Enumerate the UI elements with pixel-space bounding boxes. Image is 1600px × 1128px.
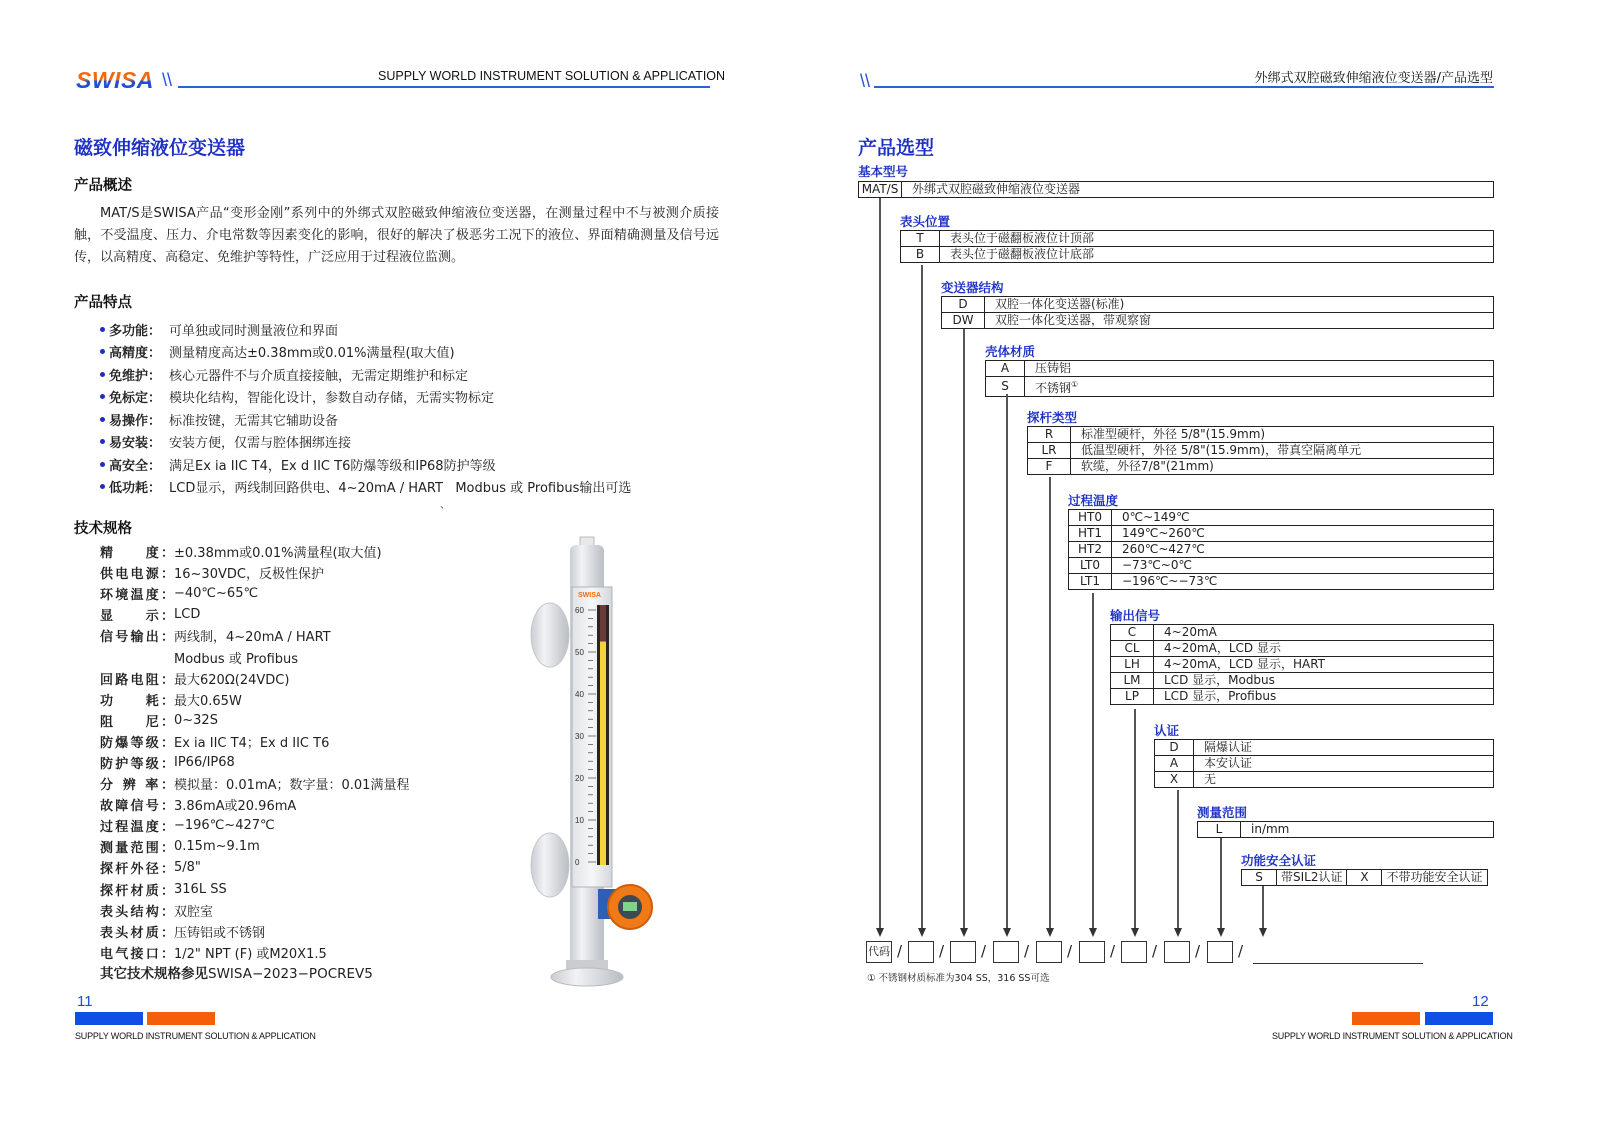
selector-table bbox=[858, 181, 1494, 198]
option-code: L bbox=[1198, 822, 1241, 838]
spec-key: 分 辨 率： bbox=[100, 778, 174, 794]
spec-value: 3.86mA或20.96mA bbox=[174, 799, 297, 815]
arrow-down-icon bbox=[1259, 928, 1267, 937]
feature-key: 高精度： bbox=[109, 346, 162, 362]
option-code: B bbox=[901, 247, 940, 263]
option-desc bbox=[1112, 526, 1494, 542]
connector-line bbox=[1006, 394, 1008, 929]
header-rule bbox=[178, 86, 710, 88]
bullet-icon bbox=[100, 349, 105, 354]
spec-value: IP66/IP68 bbox=[174, 754, 235, 770]
scale-label: 30 bbox=[575, 732, 584, 741]
code-input-slot[interactable] bbox=[950, 941, 976, 963]
selector-option[interactable] bbox=[942, 313, 1494, 329]
spec-row bbox=[100, 900, 409, 921]
stray-mark: 、 bbox=[440, 500, 450, 511]
option-code: LH bbox=[1111, 657, 1154, 673]
spec-value: 压铸铝或不锈钢 bbox=[174, 925, 266, 941]
header-breadcrumb: 外绑式双腔磁致伸缩液位变送器/产品选型 bbox=[1254, 71, 1493, 86]
option-desc bbox=[1194, 740, 1494, 756]
spec-row bbox=[100, 773, 409, 794]
code-input-slot[interactable] bbox=[1164, 941, 1190, 963]
option-desc-text: 隔爆认证 bbox=[1204, 740, 1253, 754]
spec-value: 两线制，4~20mA / HART bbox=[174, 630, 331, 646]
spec-row bbox=[100, 646, 409, 667]
option-desc bbox=[1071, 443, 1494, 459]
option-desc-text: 外绑式双腔磁致伸缩液位变送器 bbox=[912, 182, 1081, 196]
bullet-icon bbox=[100, 327, 105, 332]
feature-value: 核心元器件不与介质直接接触，无需定期维护和标定 bbox=[169, 368, 469, 384]
specs-footer-code: SWISA−2023−POCREV5 bbox=[208, 966, 373, 982]
feature-value: 标准按键，无需其它辅助设备 bbox=[169, 413, 339, 429]
feature-key: 高安全： bbox=[109, 458, 162, 474]
selector-table bbox=[1197, 821, 1494, 838]
option-desc-text: 4~20mA，LCD 显示，HART bbox=[1164, 657, 1326, 671]
upper-flange bbox=[531, 603, 569, 667]
arrow-down-icon bbox=[1003, 928, 1011, 937]
spec-row bbox=[100, 836, 409, 857]
option-code: MAT/S bbox=[859, 182, 902, 198]
option-desc-text: 表头位于磁翻板液位计顶部 bbox=[950, 231, 1095, 245]
swisa-logo bbox=[76, 68, 154, 92]
selector-group-title: 测量范围 bbox=[1197, 805, 1248, 820]
option-desc-text: 双腔一体化变送器(标准) bbox=[995, 297, 1125, 311]
arrow-down-icon bbox=[876, 928, 884, 937]
spec-value: 0~32S bbox=[174, 712, 218, 728]
option-desc-text: 260℃~427℃ bbox=[1122, 542, 1205, 556]
selector-option[interactable] bbox=[1069, 510, 1494, 526]
spec-key: 表头结构： bbox=[100, 904, 174, 920]
option-code: LM bbox=[1111, 673, 1154, 689]
spec-key: 信号输出： bbox=[100, 630, 174, 646]
spec-key: 供电电源： bbox=[100, 567, 174, 583]
selector-table bbox=[985, 360, 1494, 397]
feature-item bbox=[100, 408, 631, 431]
specs-heading: 技术规格 bbox=[74, 521, 132, 537]
spec-row bbox=[100, 689, 409, 710]
selector-option[interactable] bbox=[1155, 740, 1494, 756]
option-code: A bbox=[1155, 756, 1194, 772]
code-separator: / bbox=[1067, 942, 1073, 960]
selector-option[interactable] bbox=[986, 377, 1494, 397]
spec-key: 过程温度： bbox=[100, 820, 174, 836]
page-title: 产品选型 bbox=[858, 137, 935, 159]
code-input-slot[interactable] bbox=[1036, 941, 1062, 963]
selector-option[interactable] bbox=[1111, 657, 1494, 673]
arrow-down-icon bbox=[918, 928, 926, 937]
footer-tagline: SUPPLY WORLD INSTRUMENT SOLUTION & APPLICATION bbox=[1272, 1031, 1513, 1041]
code-separator: / bbox=[897, 942, 903, 960]
spec-row bbox=[100, 794, 409, 815]
selector-group-title: 变送器结构 bbox=[941, 280, 1004, 295]
spec-row bbox=[100, 710, 409, 731]
bullet-icon bbox=[100, 372, 105, 377]
option-desc-text: 标准型硬杆，外径 5/8"(15.9mm) bbox=[1081, 427, 1266, 441]
spec-row bbox=[100, 562, 409, 583]
option-desc-text: 低温型硬杆，外径 5/8"(15.9mm)，带真空隔离单元 bbox=[1081, 443, 1362, 457]
code-separator: / bbox=[1238, 942, 1244, 960]
logo-text: SWISA bbox=[76, 67, 154, 93]
page-number: 11 bbox=[77, 993, 93, 1010]
spec-key: 防护等级： bbox=[100, 756, 174, 772]
arrow-down-icon bbox=[1174, 928, 1182, 937]
bullet-icon bbox=[100, 484, 105, 489]
spec-key: 环境温度： bbox=[100, 588, 174, 604]
selector-option[interactable] bbox=[1069, 574, 1494, 590]
code-suffix-line[interactable] bbox=[1253, 963, 1423, 964]
spec-key: 防爆等级： bbox=[100, 735, 174, 751]
option-code: R bbox=[1028, 427, 1071, 443]
option-desc-text: 149℃~260℃ bbox=[1122, 526, 1205, 540]
spec-value: 最大0.65W bbox=[174, 693, 242, 709]
code-input-slot[interactable] bbox=[908, 941, 934, 963]
option-desc-text: 不锈钢 bbox=[1035, 381, 1072, 395]
lcd-display bbox=[623, 902, 637, 911]
option-desc bbox=[1194, 772, 1494, 788]
spec-value: Ex ia IIC T4；Ex d IIC T6 bbox=[174, 735, 330, 751]
bullet-icon bbox=[100, 462, 105, 467]
selector-option[interactable] bbox=[859, 182, 1494, 198]
scale-label: 20 bbox=[575, 774, 584, 783]
selector-option[interactable] bbox=[1028, 427, 1494, 443]
option-desc-text: 本安认证 bbox=[1204, 756, 1253, 770]
option-desc-text: 表头位于磁翻板液位计底部 bbox=[950, 247, 1095, 261]
arrow-down-icon bbox=[1217, 928, 1225, 937]
spec-row bbox=[100, 668, 409, 689]
feature-item bbox=[100, 318, 631, 341]
footnote: ① 不锈钢材质标准为304 SS，316 SS可选 bbox=[867, 973, 1050, 984]
selector-group-title: 表头位置 bbox=[900, 214, 951, 229]
spec-key: 探杆外径： bbox=[100, 862, 174, 878]
scale-label: 50 bbox=[575, 648, 584, 657]
code-separator: / bbox=[1195, 942, 1201, 960]
selector-option[interactable] bbox=[1028, 443, 1494, 459]
spec-value: 16~30VDC，反极性保护 bbox=[174, 567, 324, 583]
footer-bar-orange bbox=[1352, 1012, 1420, 1025]
spec-row bbox=[100, 583, 409, 604]
selector-table bbox=[1110, 624, 1494, 705]
selector-table bbox=[900, 230, 1494, 263]
selector-option[interactable] bbox=[942, 297, 1494, 313]
product-image bbox=[530, 535, 680, 990]
level-empty bbox=[600, 605, 606, 641]
top-housing bbox=[570, 545, 604, 590]
scale-label: 0 bbox=[575, 858, 580, 867]
feature-item bbox=[100, 386, 631, 409]
option-desc bbox=[1154, 689, 1494, 705]
code-separator: / bbox=[1110, 942, 1116, 960]
feature-item bbox=[100, 341, 631, 364]
option-desc bbox=[1112, 558, 1494, 574]
option-desc bbox=[1154, 641, 1494, 657]
selector-group-title: 基本型号 bbox=[858, 164, 909, 179]
spec-row bbox=[100, 942, 409, 963]
code-input-slot[interactable] bbox=[1207, 941, 1233, 963]
spec-key: 表头材质： bbox=[100, 925, 174, 941]
spec-key: 显 示： bbox=[100, 609, 174, 625]
spec-row bbox=[100, 879, 409, 900]
feature-item bbox=[100, 453, 631, 476]
selector-option[interactable] bbox=[1069, 558, 1494, 574]
feature-key: 免维护： bbox=[109, 368, 162, 384]
code-input-slot[interactable] bbox=[993, 941, 1019, 963]
connector-line bbox=[1262, 886, 1264, 929]
spec-key: 探杆材质： bbox=[100, 883, 174, 899]
selector-table bbox=[1241, 869, 1488, 886]
spec-value: −196℃~427℃ bbox=[174, 818, 275, 834]
footnote-marker: ① bbox=[1071, 380, 1079, 389]
spec-row bbox=[100, 731, 409, 752]
option-desc-text: 4~20mA bbox=[1164, 625, 1217, 639]
selector-group-title: 功能安全认证 bbox=[1241, 853, 1317, 868]
option-desc bbox=[902, 182, 1494, 198]
code-label-box: 代码 bbox=[866, 941, 892, 963]
spec-key: 故障信号： bbox=[100, 799, 174, 815]
code-separator: / bbox=[1152, 942, 1158, 960]
option-desc-text: −73℃~0℃ bbox=[1122, 558, 1192, 572]
option-code: HT1 bbox=[1069, 526, 1112, 542]
footer-bar-blue bbox=[1425, 1012, 1493, 1025]
connector-line bbox=[921, 265, 923, 929]
code-input-slot[interactable] bbox=[1079, 941, 1105, 963]
spec-key: 测量范围： bbox=[100, 841, 174, 857]
header-slashes: \\ bbox=[162, 70, 173, 90]
spec-value: 模拟量：0.01mA；数字量：0.01满量程 bbox=[174, 778, 410, 794]
selector-group-title: 过程温度 bbox=[1068, 493, 1119, 508]
arrow-down-icon bbox=[1046, 928, 1054, 937]
spec-row bbox=[100, 921, 409, 942]
scale-label: 60 bbox=[575, 606, 584, 615]
selector-table bbox=[1027, 426, 1494, 475]
option-desc[interactable]: 不带功能安全认证 bbox=[1382, 870, 1487, 886]
connector-line bbox=[1177, 790, 1179, 929]
spec-value: 316L SS bbox=[174, 881, 227, 897]
selector-table bbox=[941, 296, 1494, 329]
option-code: LP bbox=[1111, 689, 1154, 705]
spec-row bbox=[100, 625, 409, 646]
feature-item bbox=[100, 476, 631, 499]
option-desc bbox=[940, 231, 1494, 247]
spec-value: Modbus 或 Profibus bbox=[174, 651, 299, 667]
feature-key: 易操作： bbox=[109, 413, 162, 429]
option-desc bbox=[1154, 625, 1494, 641]
selector-option[interactable] bbox=[901, 247, 1494, 263]
option-code: DW bbox=[942, 313, 985, 329]
spec-value: 1/2" NPT (F) 或M20X1.5 bbox=[174, 946, 327, 962]
connector-line bbox=[1134, 709, 1136, 929]
option-code: LT1 bbox=[1069, 574, 1112, 590]
panel-brand: SWISA bbox=[578, 592, 601, 599]
option-code[interactable]: S bbox=[1242, 870, 1277, 886]
selector-option[interactable] bbox=[1155, 756, 1494, 772]
page-right bbox=[800, 0, 1600, 1128]
selector-option[interactable] bbox=[1069, 526, 1494, 542]
spec-row bbox=[100, 815, 409, 836]
option-code: HT2 bbox=[1069, 542, 1112, 558]
option-code: D bbox=[942, 297, 985, 313]
feature-item bbox=[100, 431, 631, 454]
feature-key: 免标定： bbox=[109, 391, 162, 407]
option-code: T bbox=[901, 231, 940, 247]
spec-key: 阻 尼： bbox=[100, 714, 174, 730]
connector-line bbox=[1049, 477, 1051, 929]
selector-group-title: 输出信号 bbox=[1110, 608, 1161, 623]
option-code: X bbox=[1155, 772, 1194, 788]
spec-row bbox=[100, 752, 409, 773]
feature-value: 测量精度高达±0.38mm或0.01%满量程(取大值) bbox=[169, 346, 455, 362]
spec-value: 0.15m~9.1m bbox=[174, 839, 260, 855]
connector-line bbox=[963, 329, 965, 929]
spec-value: 最大620Ω(24VDC) bbox=[174, 672, 290, 688]
option-desc bbox=[1025, 361, 1494, 377]
option-code: LT0 bbox=[1069, 558, 1112, 574]
selector-option[interactable] bbox=[1198, 822, 1494, 838]
footer-bar-blue bbox=[75, 1012, 143, 1025]
spec-value: 双腔室 bbox=[174, 904, 214, 920]
arrow-down-icon bbox=[1089, 928, 1097, 937]
option-code: C bbox=[1111, 625, 1154, 641]
connector-line bbox=[1220, 838, 1222, 929]
header-rule bbox=[874, 86, 1494, 88]
feature-value: 模块化结构，智能化设计，参数自动存储，无需实物标定 bbox=[169, 391, 495, 407]
code-separator: / bbox=[939, 942, 945, 960]
bullet-icon bbox=[100, 394, 105, 399]
spec-row bbox=[100, 541, 409, 562]
option-desc-text: 软缆，外径7/8"(21mm) bbox=[1081, 459, 1214, 473]
option-desc-text: 压铸铝 bbox=[1035, 361, 1072, 375]
feature-key: 低功耗： bbox=[109, 481, 162, 497]
lower-flange bbox=[531, 833, 569, 897]
option-code: D bbox=[1155, 740, 1194, 756]
option-desc bbox=[1112, 510, 1494, 526]
feature-key: 多功能： bbox=[109, 323, 162, 339]
header-tagline: SUPPLY WORLD INSTRUMENT SOLUTION & APPLICATION bbox=[378, 69, 726, 83]
selector-group-title: 壳体材质 bbox=[985, 344, 1036, 359]
option-desc bbox=[1241, 822, 1494, 838]
arrow-down-icon bbox=[960, 928, 968, 937]
features-list bbox=[100, 318, 631, 498]
option-code: HT0 bbox=[1069, 510, 1112, 526]
selector-option[interactable] bbox=[1111, 641, 1494, 657]
option-desc-text: LCD 显示，Profibus bbox=[1164, 689, 1277, 703]
scale-label: 40 bbox=[575, 690, 584, 699]
option-desc bbox=[1154, 657, 1494, 673]
feature-key: 易安装： bbox=[109, 436, 162, 452]
spec-value: −40℃~65℃ bbox=[174, 586, 259, 602]
option-code: CL bbox=[1111, 641, 1154, 657]
connector-line bbox=[879, 198, 881, 929]
spec-key: 功 耗： bbox=[100, 693, 174, 709]
option-code: A bbox=[986, 361, 1025, 377]
selector-option[interactable] bbox=[1069, 542, 1494, 558]
selector-option[interactable] bbox=[1028, 459, 1494, 475]
option-desc bbox=[1154, 673, 1494, 689]
option-code[interactable]: X bbox=[1347, 870, 1382, 886]
bullet-icon bbox=[100, 439, 105, 444]
option-desc-text: 无 bbox=[1204, 772, 1217, 786]
spec-value: 5/8" bbox=[174, 860, 201, 876]
feature-value: 满足Ex ia IIC T4，Ex d IIC T6防爆等级和IP68防护等级 bbox=[169, 458, 496, 474]
selector-option[interactable] bbox=[1111, 673, 1494, 689]
overview-text: MAT/S是SWISA产品“变形金刚”系列中的外绑式双腔磁致伸缩液位变送器，在测量过程中不与被测介质接触，不受温度、压力、介电常数等因素变化的影响，很好的解决了极恶劣工况下的液位、界面精确测量及信号远传，以高精度、高稳定、免维护等特性，广泛应用于过程液位监测。 bbox=[74, 206, 719, 265]
spec-key: 电气接口： bbox=[100, 946, 174, 962]
option-desc bbox=[1112, 542, 1494, 558]
option-code: F bbox=[1028, 459, 1071, 475]
option-desc bbox=[1071, 459, 1494, 475]
selector-inline-row bbox=[1242, 870, 1488, 886]
spec-value: LCD bbox=[174, 607, 201, 623]
option-desc bbox=[940, 247, 1494, 263]
specs-footer-prefix: 其它技术规格参见 bbox=[100, 966, 208, 982]
connector-line bbox=[1092, 593, 1094, 929]
code-input-slot[interactable] bbox=[1121, 941, 1147, 963]
option-desc[interactable]: 带SIL2认证 bbox=[1277, 870, 1347, 886]
bullet-icon bbox=[100, 417, 105, 422]
option-desc bbox=[1071, 427, 1494, 443]
spec-value: ±0.38mm或0.01%满量程(取大值) bbox=[174, 546, 382, 562]
level-indicator bbox=[600, 641, 606, 865]
specs-footer bbox=[100, 962, 373, 982]
option-desc-text: in/mm bbox=[1251, 822, 1290, 836]
page-number: 12 bbox=[1472, 993, 1489, 1010]
code-separator: / bbox=[981, 942, 987, 960]
selector-group-title: 探杆类型 bbox=[1027, 410, 1078, 425]
option-desc-text: 0℃~149℃ bbox=[1122, 510, 1190, 524]
option-code: S bbox=[986, 377, 1025, 397]
selector-option[interactable] bbox=[1111, 689, 1494, 705]
header-slashes: \\ bbox=[860, 71, 871, 91]
selector-option[interactable] bbox=[986, 361, 1494, 377]
footer-tagline: SUPPLY WORLD INSTRUMENT SOLUTION & APPLICATION bbox=[75, 1031, 316, 1041]
selector-group-title: 认证 bbox=[1154, 723, 1180, 738]
overview-heading: 产品概述 bbox=[74, 178, 132, 194]
page-title: 磁致伸缩液位变送器 bbox=[74, 137, 246, 159]
arrow-down-icon bbox=[1131, 928, 1139, 937]
bottom-flange bbox=[551, 968, 623, 986]
feature-value: 可单独或同时测量液位和界面 bbox=[169, 323, 339, 339]
spec-key: 精 度： bbox=[100, 546, 174, 562]
selector-option[interactable] bbox=[1155, 772, 1494, 788]
feature-value: LCD显示，两线制回路供电、4~20mA / HART Modbus 或 Profibus输出可选 bbox=[169, 481, 632, 497]
selector-table bbox=[1068, 509, 1494, 590]
specs-list bbox=[100, 541, 409, 963]
option-desc bbox=[985, 313, 1494, 329]
option-desc bbox=[1194, 756, 1494, 772]
scale-label: 10 bbox=[575, 816, 584, 825]
feature-value: 安装方便，仅需与腔体捆绑连接 bbox=[169, 436, 352, 452]
option-code: LR bbox=[1028, 443, 1071, 459]
option-desc-text: 4~20mA，LCD 显示 bbox=[1164, 641, 1281, 655]
spec-row bbox=[100, 857, 409, 878]
features-heading: 产品特点 bbox=[74, 295, 132, 311]
option-desc bbox=[1112, 574, 1494, 590]
selector-option[interactable] bbox=[1111, 625, 1494, 641]
feature-item bbox=[100, 363, 631, 386]
option-desc-text: LCD 显示，Modbus bbox=[1164, 673, 1275, 687]
option-desc bbox=[985, 297, 1494, 313]
footer-bar-orange bbox=[147, 1012, 215, 1025]
code-separator: / bbox=[1024, 942, 1030, 960]
option-desc-text: 双腔一体化变送器，带观察窗 bbox=[995, 313, 1152, 327]
spec-row bbox=[100, 604, 409, 625]
option-desc-text: −196℃~−73℃ bbox=[1122, 574, 1218, 588]
spec-key: 回路电阻： bbox=[100, 672, 174, 688]
option-desc bbox=[1025, 377, 1494, 397]
selector-option[interactable] bbox=[901, 231, 1494, 247]
selector-table bbox=[1154, 739, 1494, 788]
